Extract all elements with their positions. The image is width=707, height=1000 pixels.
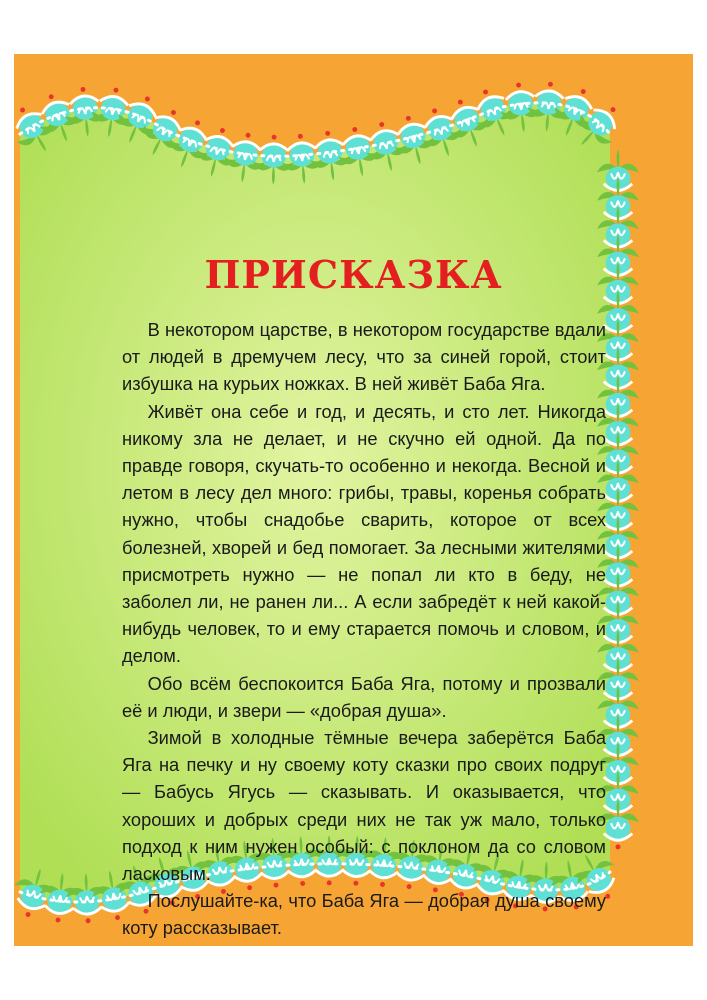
paragraph: Послушайте-ка, что Баба Яга — добрая душа своему коту рассказывает.: [122, 890, 606, 939]
book-page: [14, 54, 693, 946]
flower-ornament: [279, 132, 325, 185]
page-title: ПРИСКАЗКА: [204, 252, 503, 297]
paragraph: В некотором царстве, в некотором государстве вдали от людей в дремучем лесу, что за синей горой, стоит избушка на курьих ножках. В ней живёт Баба Яга.: [122, 319, 606, 395]
paragraph: Живёт она себе и год, и десять, и сто лет. Никогда никому зла не делает, и не скучно ей одной. Да по правде говоря, скучать-то особенно и некогда. Весной и летом в лесу дел много: грибы, травы, коренья собрать нужно, чтобы снадобье сварить, которое от всех болезней, хворей и бед помогает. За лесными жителями присмотреть нужно — не попал ли кто в беду, не заболел ли, не ранен ли... А если забредёт к ней какой-нибудь человек, то и ему старается помочь и словом, и делом.: [122, 400, 606, 667]
paragraph: Обо всём беспокоится Баба Яга, потому и прозвали её и люди, и звери — «добрая душа».: [122, 672, 606, 721]
paragraph: Зимой в холодные тёмные вечера заберётся Баба Яга на печку и ну своему коту сказки про своих подруг — Бабусь Ягусь — сказывать. И оказывается, что хороших и добрых среди них не так уж мало, только подход к ним нужен особый: с поклоном да со словом ласковым.: [122, 727, 606, 885]
story-text: [122, 316, 606, 942]
flower-ornament: [252, 134, 295, 185]
